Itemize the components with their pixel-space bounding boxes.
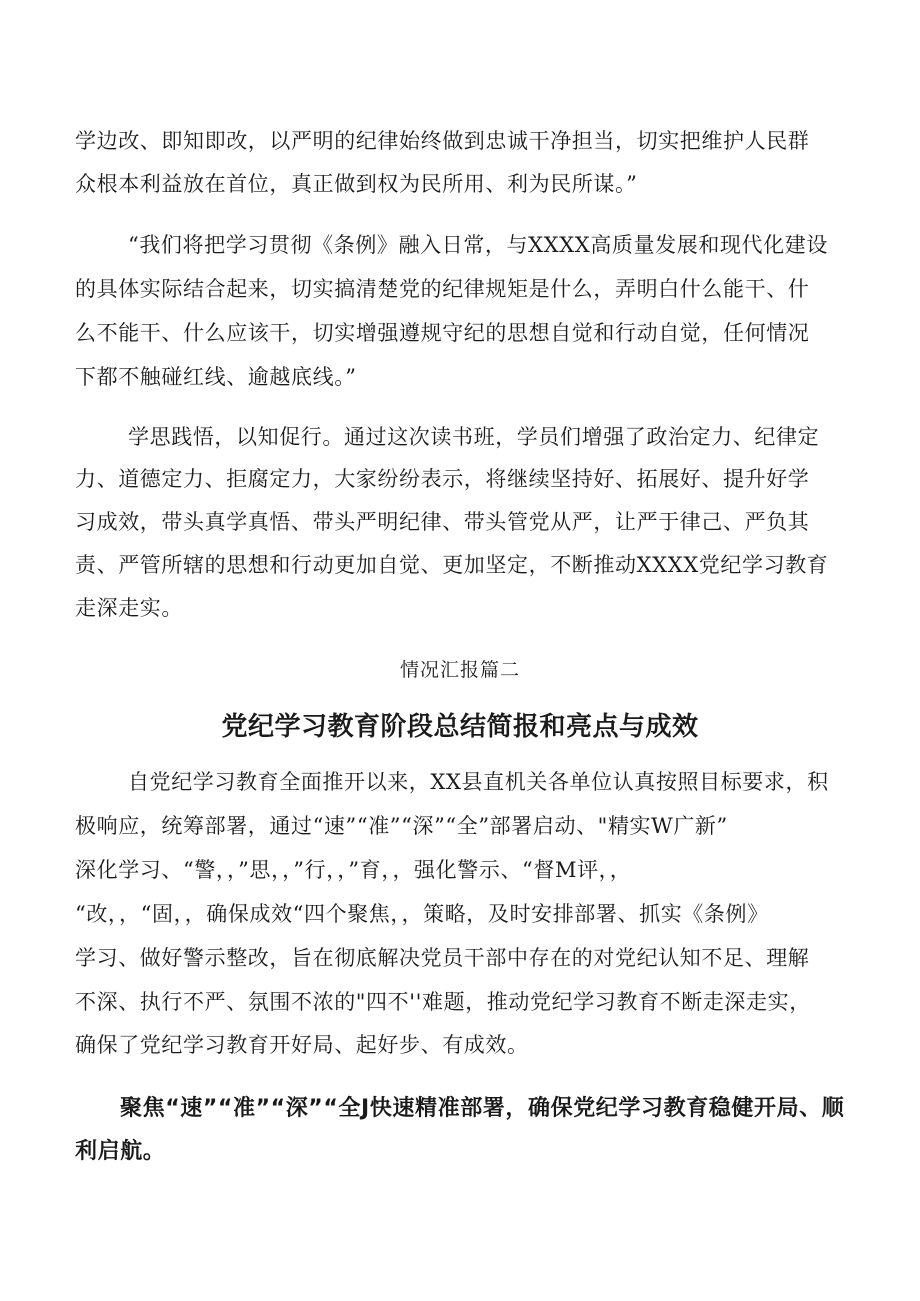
section-label: 情况汇报篇二 (399, 659, 520, 681)
paragraph-4-line-1: 自党纪学习教育全面推开以来，XX县直机关各单位认真按照目标要求，积 (128, 770, 829, 794)
paragraph-3-line-2: 力、道德定力、拒腐定力，大家纷纷表示，将继续坚持好、拓展好、提升好学 (75, 467, 810, 491)
document-title: 党纪学习教育阶段总结简报和亮点与成效 (221, 712, 699, 742)
paragraph-2-line-2: 的具体实际结合起来，切实搞清楚党的纪律规矩是什么，弄明白什么能干、什 (75, 277, 810, 301)
paragraph-4-line-7: 确保了党纪学习教育开好局、起好步、有成效。 (75, 1033, 529, 1057)
paragraph-3-line-5: 走深走实。 (75, 596, 183, 620)
paragraph-4-line-2: 极响应，统筹部署，通过“速”“准”“深”“全”部署启动、"精实W广新” (75, 814, 728, 838)
paragraph-5-line-2: 利启航。 (75, 1139, 166, 1164)
paragraph-1-line-1: 学边改、即知即改，以严明的纪律始终做到忠诚干净担当，切实把维护人民群 (75, 129, 810, 153)
paragraph-2-line-4: 下都不触碰红线、逾越底线。” (75, 365, 357, 389)
paragraph-3-line-1: 学思践悟，以知促行。通过这次读书班，学员们增强了政治定力、纪律定 (128, 425, 820, 449)
paragraph-4-line-3: 深化学习、“警，，”思，，”行，，”育，，强化警示、“督M评，， (75, 858, 632, 882)
paragraph-5-line-1: 聚焦“速”“准”“深”“全J快速精准部署，确保党纪学习教育稳健开局、顺 (120, 1096, 845, 1121)
paragraph-2-line-3: 么不能干、什么应该干，切实增强遵规守纪的思想自觉和行动自觉，任何情况 (75, 321, 810, 345)
paragraph-2-line-1: “我们将把学习贯彻《条例》融入日常，与XXXX高质量发展和现代化建设 (128, 233, 828, 257)
paragraph-4-line-6: 不深、执行不严、氛围不浓的"四不''难题，推动党纪学习教育不断走深走实， (75, 990, 811, 1014)
paragraph-3-line-3: 习成效，带头真学真悟、带头严明纪律、带头管党从严，让严于律己、严负其 (75, 510, 810, 534)
paragraph-4-line-4: “改，，“固，，确保成效“四个聚焦，，策略，及时安排部署、抓实《条例》 (75, 902, 769, 926)
paragraph-3-line-4: 责、严管所辖的思想和行动更加自觉、更加坚定，不断推动XXXX党纪学习教育 (75, 553, 829, 577)
paragraph-4-line-5: 学习、做好警示整改，旨在彻底解决党员干部中存在的对党纪认知不足、理解 (75, 946, 810, 970)
paragraph-1-line-2: 众根本利益放在首位，真正做到权为民所用、利为民所谋。” (75, 172, 638, 196)
